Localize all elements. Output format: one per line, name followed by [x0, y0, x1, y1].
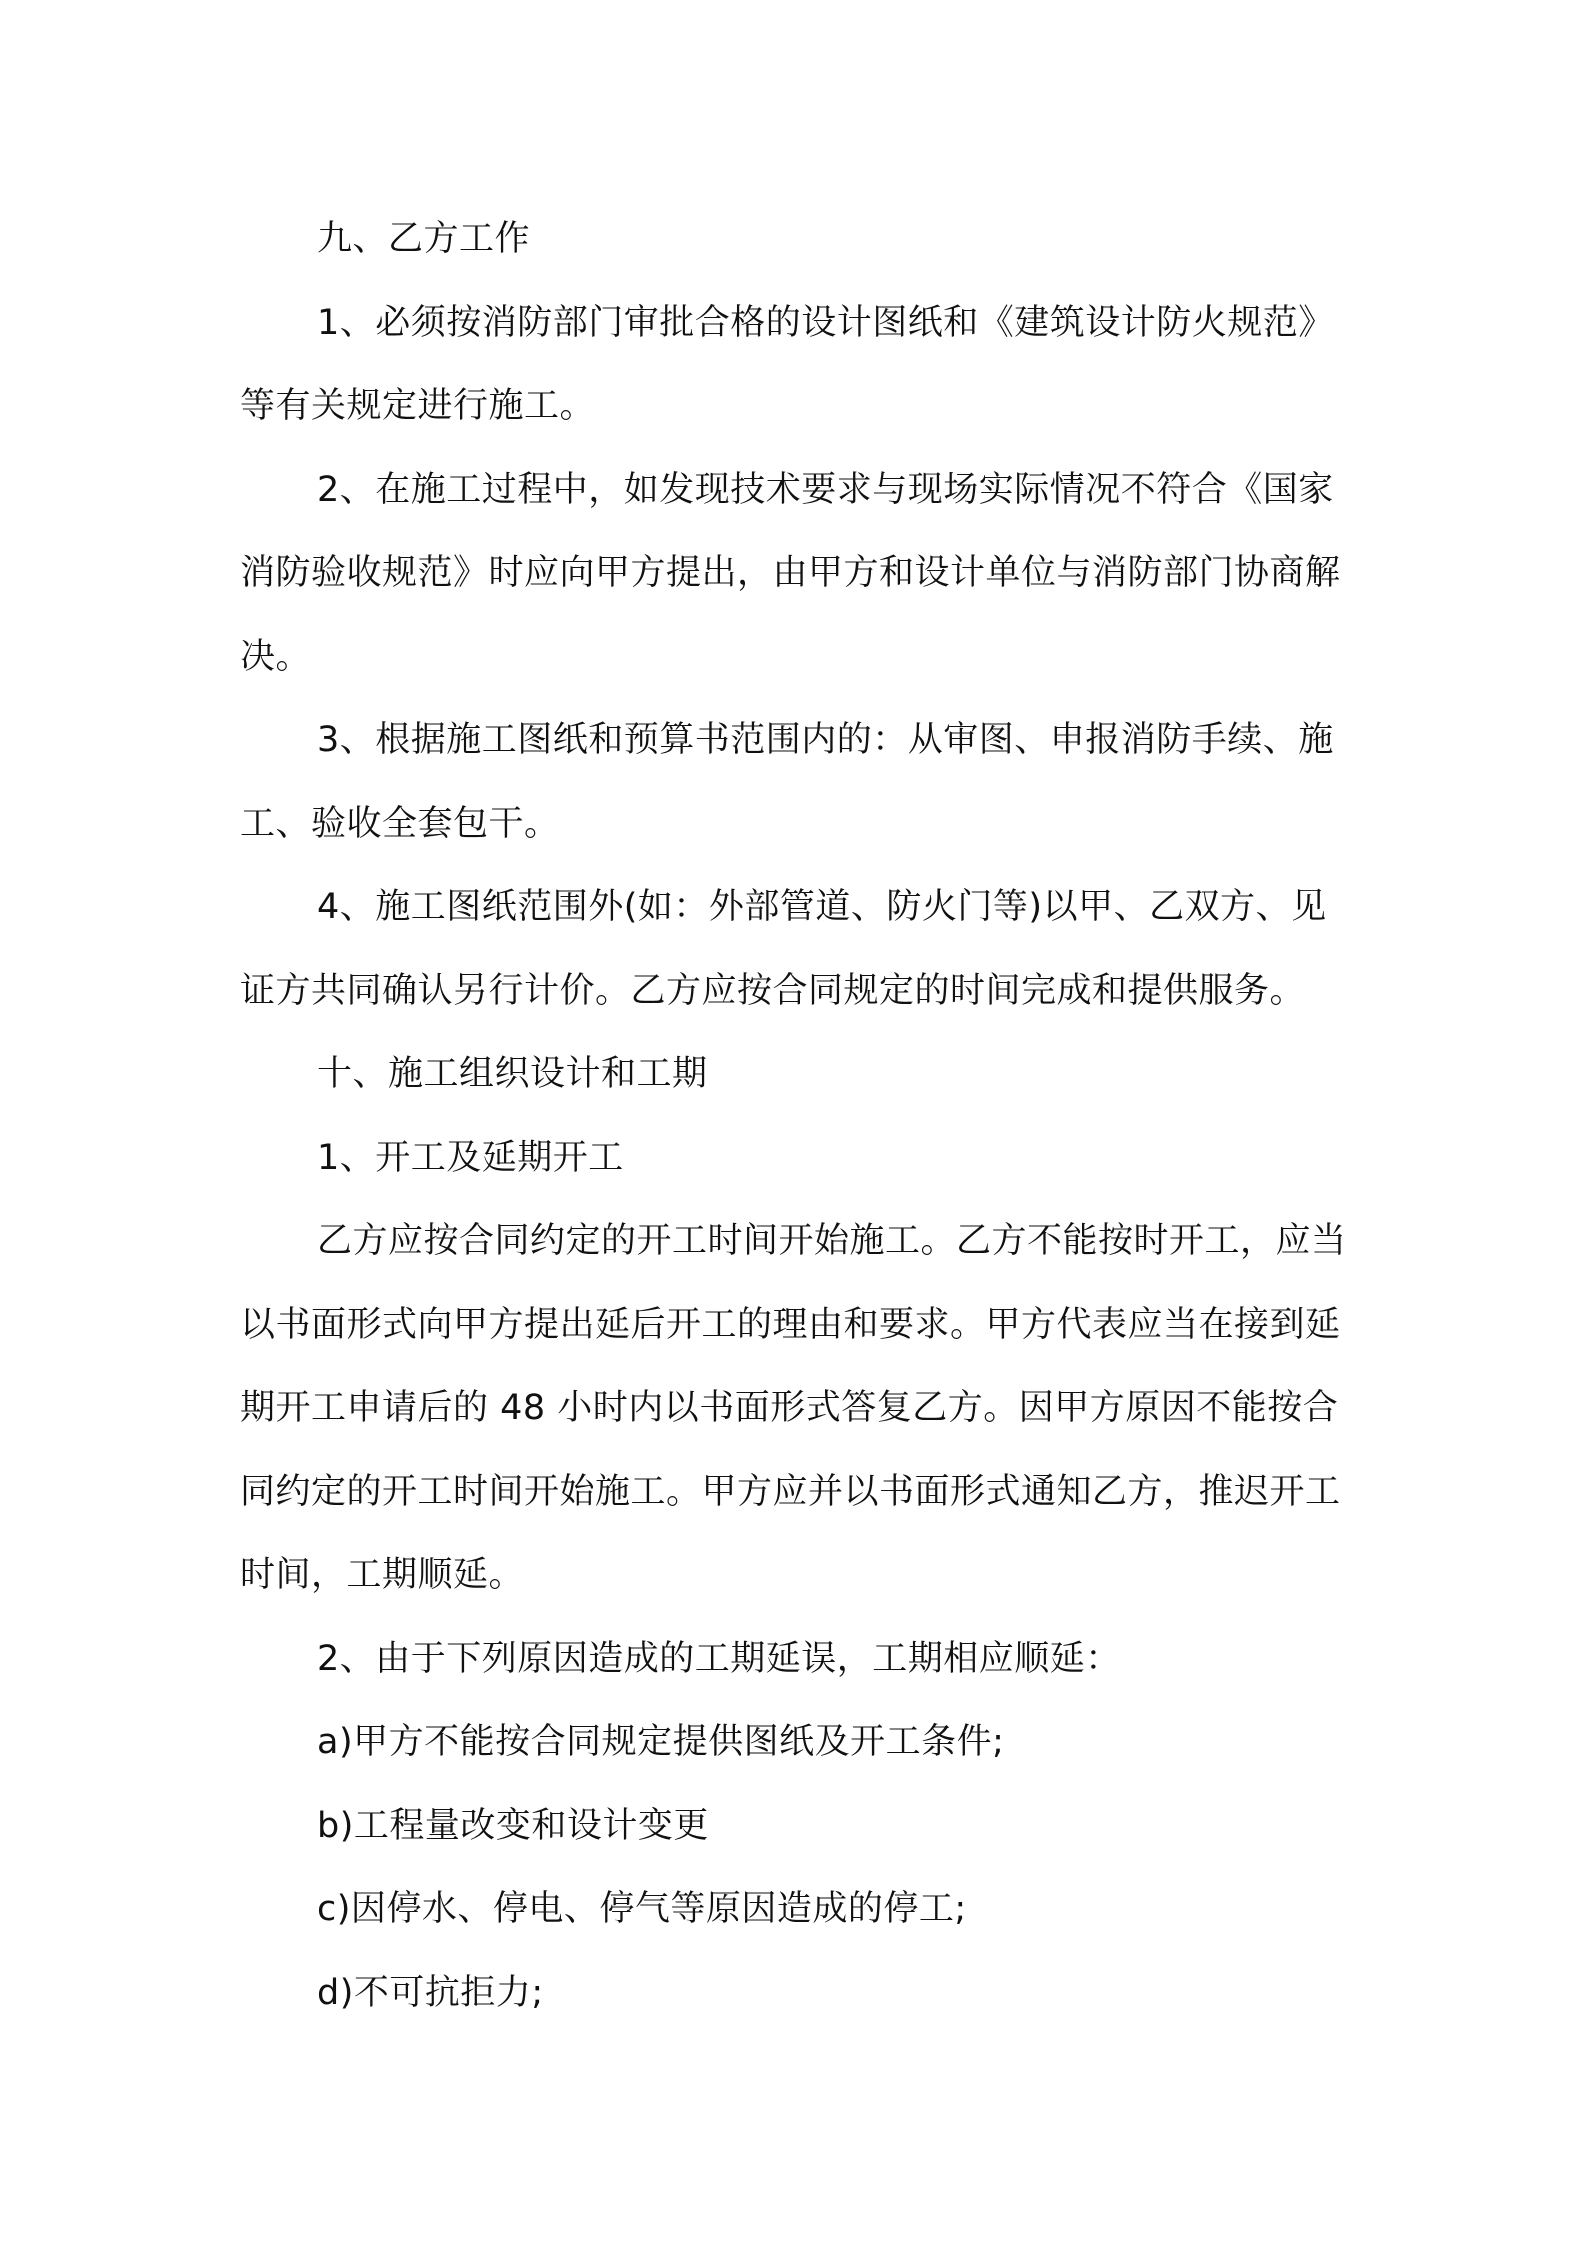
- section-heading-nine: 九、乙方工作: [317, 219, 531, 259]
- list-item: a)甲方不能按合同规定提供图纸及开工条件;: [317, 1722, 1005, 1762]
- subsection-heading: 1、开工及延期开工: [317, 1137, 624, 1178]
- list-item: c)因停水、停电、停气等原因造成的停工;: [317, 1889, 967, 1929]
- paragraph: 1、必须按消防部门审批合格的设计图纸和《建筑设计防火规范》等有关规定进行施工。: [240, 302, 1334, 426]
- list-item: b)工程量改变和设计变更: [317, 1805, 709, 1846]
- paragraph: 乙方应按合同约定的开工时间开始施工。乙方不能按时开工，应当以书面形式向甲方提出延后开工的理由和要求。甲方代表应当在接到延期开工申请后的 48 小时内以书面形式答复乙方。因甲方原因不能按合同约定的开工时间开始施工。甲方应并以书面形式通知乙方，推迟开工时间，工期顺延。: [240, 1221, 1347, 1595]
- list-item: d)不可抗拒力;: [317, 1972, 544, 2013]
- paragraph: 2、在施工过程中，如发现技术要求与现场实际情况不符合《国家消防验收规范》时应向甲方提出，由甲方和设计单位与消防部门协商解决。: [240, 469, 1341, 677]
- document-body: [240, 198, 1360, 2035]
- paragraph: 2、由于下列原因造成的工期延误，工期相应顺延：: [317, 1638, 1121, 1679]
- paragraph: 3、根据施工图纸和预算书范围内的：从审图、申报消防手续、施工、验收全套包干。: [240, 720, 1334, 844]
- section-heading-ten: 十、施工组织设计和工期: [317, 1054, 708, 1094]
- paragraph: 4、施工图纸范围外(如：外部管道、防火门等)以甲、乙双方、见证方共同确认另行计价。乙方应按合同规定的时间完成和提供服务。: [240, 887, 1327, 1011]
